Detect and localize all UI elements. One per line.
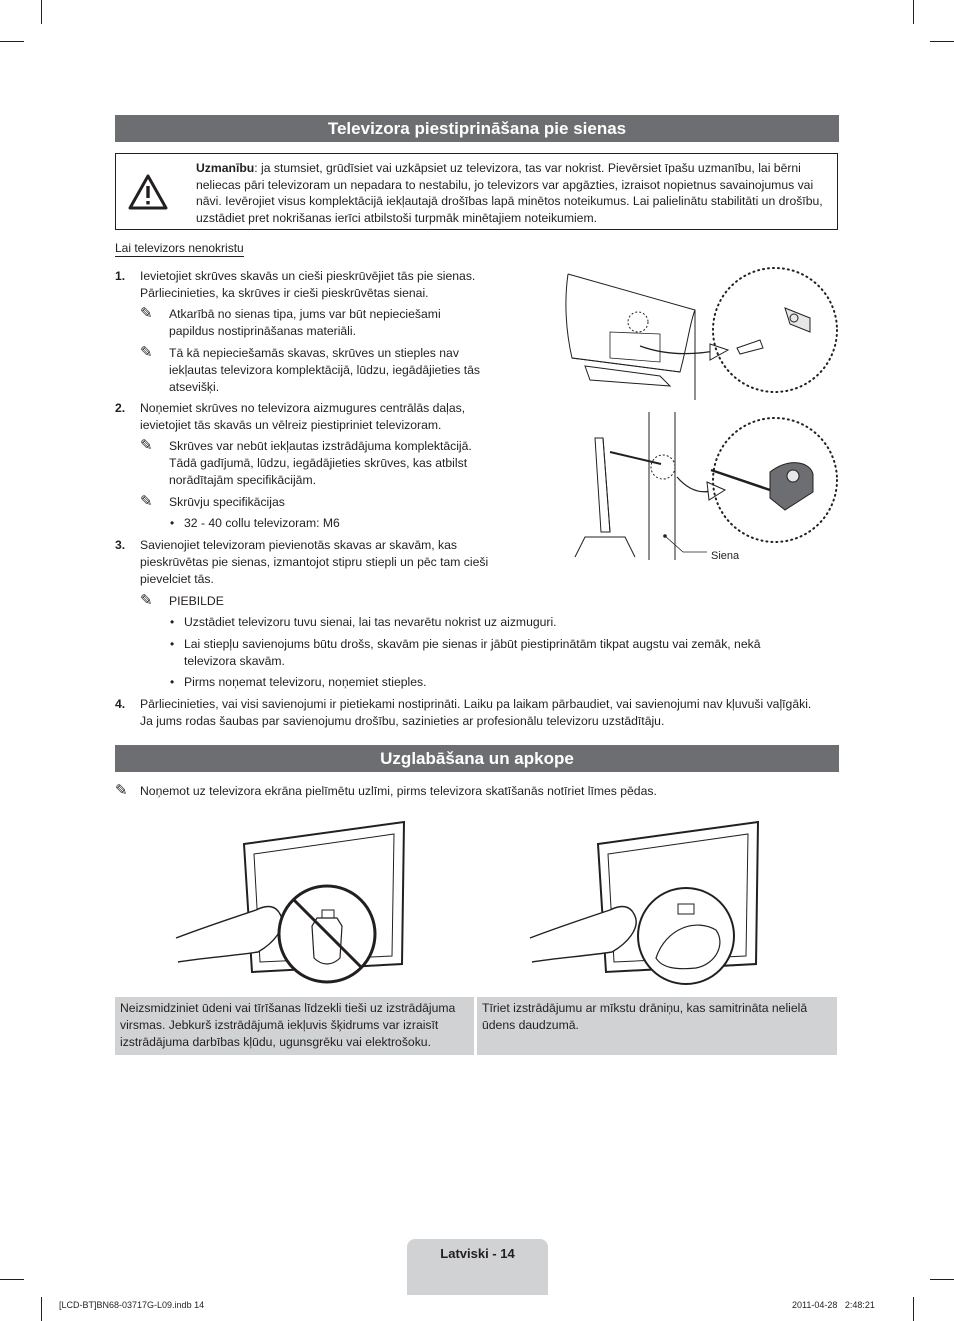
cloth-clean-illustration [526,818,766,990]
bullet-dot: • [170,637,175,651]
no-spray-illustration [172,818,412,990]
note-line: Tā kā nepieciešamās skavas, skrūves un stieples nav [169,346,459,360]
step-number: 3. [115,538,126,552]
note-line: Skrūvju specifikācijas [169,495,285,509]
crop-mark [41,1297,42,1321]
step-3-line: pieskrūvētas pie sienas, izmantojot stipru stiepli un pēc tam cieši [140,555,489,569]
pencil-note-icon: ✎ [115,782,128,799]
subtitle-prevent-falling: Lai televizors nenokristu [115,241,244,255]
section-title-storage: Uzglabāšana un apkope [115,745,839,772]
warning-body: : ja stumsiet, grūdīsiet vai uzkāpsiet uz televizora, tas var nokrist. Pievērsiet īpašu uzmanību, lai bērni neliecas pāri televizoram un nepadara to nestabilu, jo televizors var apgāzties, izraisot nopietnus savainojumus vai nāvi. Ievērojiet visus komplektācijā iekļautajā drošības lapā minētos noteikumus. Lai palielinātu stabilitāti un drošību, uzstādiet pret nokrišanas ierīci atbilstoši turpmāk minētajiem noteikumiem. [196,161,823,225]
warning-box [115,153,838,230]
crop-mark [930,1279,954,1280]
step-4-line: Pārliecinieties, vai visi savienojumi ir pietiekami nostiprināti. Laiku pa laikam pārbaudiet, vai savienojumi nav kļuvuši vaļīgāki. [140,697,812,711]
pencil-note-icon: ✎ [140,493,153,510]
bullet-dot: • [170,615,175,629]
note-bullet: Pirms noņemat televizoru, noņemiet stieples. [184,675,427,689]
pencil-note-icon: ✎ [140,437,153,454]
crop-mark [0,1279,24,1280]
note-line: iekļautas televizora komplektācijā, lūdzu, iegādājieties tās [169,363,480,377]
note-bullet: Lai stiepļu savienojums būtu drošs, skavām pie sienas ir jābūt piestiprinātām tikpat augstu vai zemāk, nekā [184,637,761,651]
bullet-dot: • [170,675,175,689]
crop-mark [913,1297,914,1321]
step-3-line: Savienojiet televizoram pievienotās skavas ar skavām, kas [140,538,458,552]
warning-triangle-icon [128,174,168,210]
step-number: 1. [115,269,126,283]
note-bullet: Uzstādiet televizoru tuvu sienai, lai tas nevarētu nokrist uz aizmuguri. [184,615,557,629]
step-1-line: Ievietojiet skrūves skavās un cieši pieskrūvējiet tās pie sienas. [140,269,476,283]
note-line: atsevišķi. [169,380,220,394]
crop-mark [913,0,914,24]
spec-bullet: 32 - 40 collu televizoram: M6 [184,516,340,530]
note-line: Tādā gadījumā, lūdzu, iegādājieties skrūves, kas atbilst [169,456,468,470]
crop-mark [41,0,42,24]
caption-soft-cloth [477,997,837,1055]
caption-line: virsmas. Jebkurš izstrādājumā iekļuvis šķidrums var izraisīt [120,1017,439,1032]
crop-mark [0,41,24,42]
caption-line: Neizsmidziniet ūdeni vai tīrīšanas līdzekli tieši uz izstrādājuma [120,1001,456,1015]
tv-bracket-illustration [560,262,845,407]
pencil-note-icon: ✎ [140,344,153,361]
step-number: 4. [115,697,126,711]
file-info: [LCD-BT]BN68-03717G-L09.indb 14 [59,1300,205,1310]
note-bullet: televizora skavām. [184,654,285,668]
step-number: 2. [115,401,126,415]
note-line: papildus nostiprināšanas materiāli. [169,324,356,338]
note-label: PIEBILDE [169,594,224,608]
date-info: 2011-04-28 2:48:21 [792,1300,875,1310]
step-2-line: Noņemiet skrūves no televizora aizmugures centrālās daļas, [140,401,466,415]
step-1-line: Pārliecinieties, ka skrūves ir cieši pieskrūvētas sienai. [140,286,429,300]
bullet-dot: • [170,516,175,530]
page-number: Latviski - 14 [440,1246,515,1261]
section-title-wall-mount: Televizora piestiprināšana pie sienas [115,115,839,142]
step-2-line: ievietojiet tās skavās un vēlreiz piestipriniet televizoram. [140,418,442,432]
tv-wire-illustration [565,412,850,562]
pencil-note-icon: ✎ [140,305,153,322]
caption-line: ūdens daudzumā. [482,1017,579,1032]
step-3-line: pievelciet tās. [140,572,214,586]
storage-note: Noņemot uz televizora ekrāna pielīmētu uzlīmi, pirms televizora skatīšanās notīriet līmes pēdas. [140,784,657,798]
crop-mark [930,41,954,42]
warning-label: Uzmanību [196,161,255,175]
note-line: Skrūves var nebūt iekļautas izstrādājuma komplektācijā. [169,439,472,453]
caption-do-not-spray [115,997,474,1055]
warning-text [196,160,828,226]
pencil-note-icon: ✎ [140,592,153,609]
note-line: norādītajām specifikācijām. [169,473,316,487]
note-line: Atkarībā no sienas tipa, jums var būt nepieciešami [169,307,441,321]
step-4-line: Ja jums rodas šaubas par savienojumu drošību, sazinieties ar profesionālu televizoru uzstādītāju. [140,714,665,728]
wall-label: Siena [711,550,740,562]
caption-line: Tīriet izstrādājumu ar mīkstu drāniņu, kas samitrināta nelielā [482,1001,808,1015]
caption-line: izstrādājuma darbības kļūdu, ugunsgrēku vai elektrošoku. [120,1034,431,1049]
